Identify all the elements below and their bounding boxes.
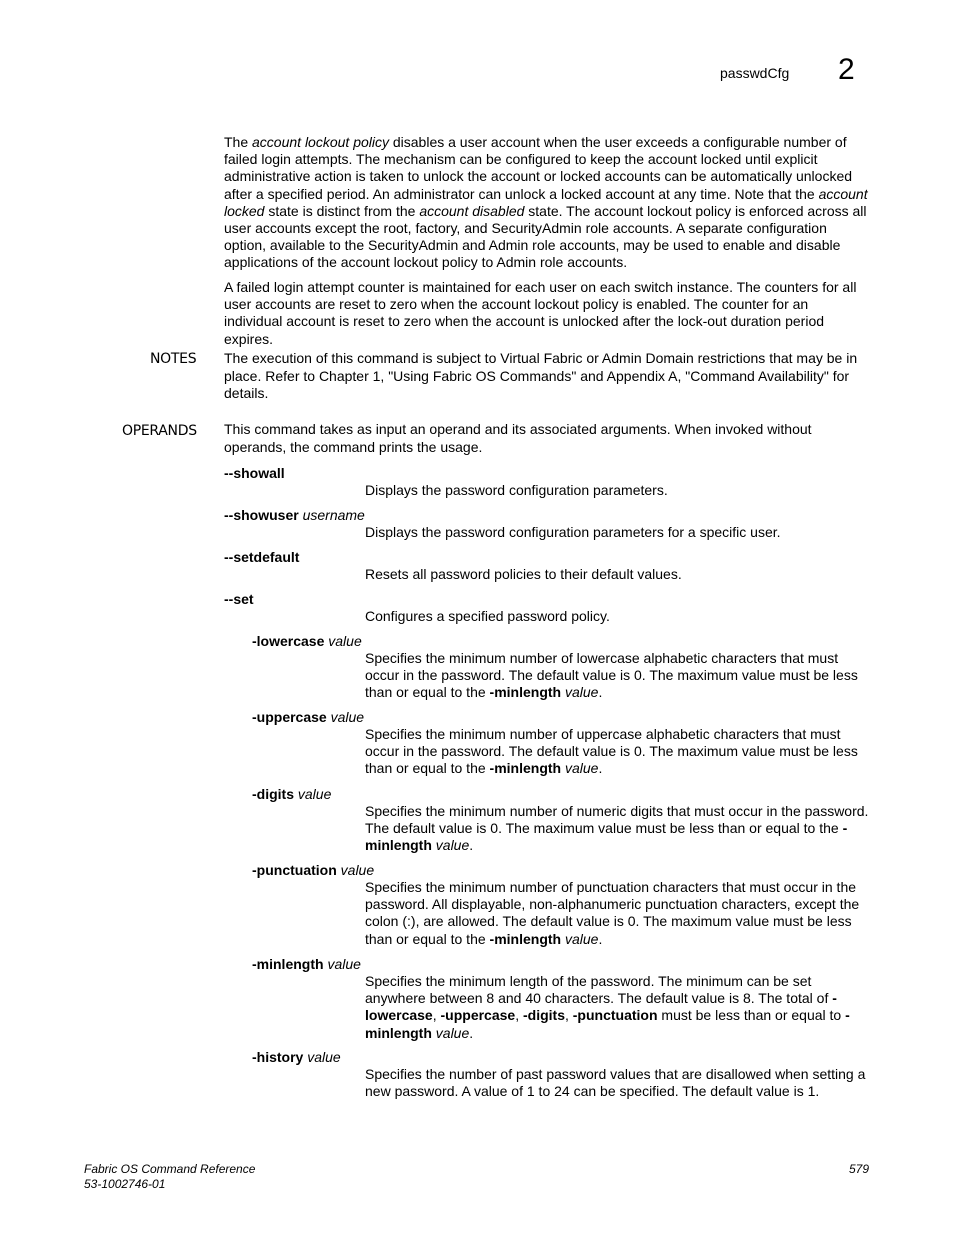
operand-setdefault: --setdefault	[224, 549, 300, 565]
footer-doc-title: Fabric OS Command Reference	[84, 1162, 256, 1176]
intro-paragraph-lockout: The account lockout policy disables a user account when the user exceeds a configurable number of failed login attempts. The mechanism can be configured to keep the account locked until explicit administrative action is taken to unlock the account or locked accounts can be automatically unlocked after a specified period. An administrator can unlock a locked account at any time. Note that the account locked state is distinct from the account disabled state. The account lockout policy is enforced across all user accounts except the root, factory, and SecurityAdmin role accounts. A separate configuration option, available to the SecurityAdmin and Admin role accounts, may be used to enable and disable applications of the account lockout policy to Admin role accounts.	[224, 134, 868, 271]
notes-text: The execution of this command is subject to Virtual Fabric or Admin Domain restrictions that may be in place. Refer to Chapter 1, "Using Fabric OS Commands" and Appendix A, "Command Availability" for details.	[224, 350, 858, 401]
option-digits-desc: Specifies the minimum number of numeric digits that must occur in the password. The default value is 0. The maximum value must be less than or equal to the -minlength value.	[365, 803, 869, 854]
header-command-name: passwdCfg	[720, 65, 790, 81]
option-punctuation: -punctuation value	[252, 862, 375, 878]
option-minlength: -minlength value	[252, 956, 361, 972]
page-number: 579	[849, 1162, 870, 1176]
option-uppercase: -uppercase value	[252, 709, 365, 725]
operands-heading: OPERANDS	[122, 423, 197, 439]
operand-set-desc: Configures a specified password policy.	[365, 608, 610, 624]
operand-setdefault-desc: Resets all password policies to their default values.	[365, 566, 682, 582]
option-lowercase-desc: Specifies the minimum number of lowercase alphabetic characters that must occur in the password. The default value is 0. The maximum value must be less than or equal to the -minlength value.	[365, 650, 858, 701]
option-lowercase: -lowercase value	[252, 633, 362, 649]
chapter-number: 2	[838, 53, 855, 86]
option-punctuation-desc: Specifies the minimum number of punctuation characters that must occur in the password. All displayable, non-alphanumeric punctuation characters, except the colon (:), are allowed. The default value is 0. The maximum value must be less than or equal to the -minlength value.	[365, 879, 860, 947]
operand-set: --set	[224, 591, 254, 607]
option-history: -history value	[252, 1049, 341, 1065]
option-uppercase-desc: Specifies the minimum number of uppercase alphabetic characters that must occur in the password. The default value is 0. The maximum value must be less than or equal to the -minlength value.	[365, 726, 858, 777]
option-history-desc: Specifies the number of past password values that are disallowed when setting a new password. A value of 1 to 24 can be specified. The default value is 1.	[365, 1066, 866, 1100]
notes-heading: NOTES	[150, 351, 197, 367]
option-digits: -digits value	[252, 786, 332, 802]
operand-showuser-desc: Displays the password configuration parameters for a specific user.	[365, 524, 781, 540]
operand-showall: --showall	[224, 465, 285, 481]
operand-showuser: --showuser username	[224, 507, 365, 523]
operand-showall-desc: Displays the password configuration parameters.	[365, 482, 668, 498]
option-minlength-desc: Specifies the minimum length of the password. The minimum can be set anywhere between 8 and 40 characters. The default value is 8. The total of -lowercase, -uppercase, -digits, -punctuation must be less than or equal to -minlength value.	[365, 973, 850, 1041]
operands-intro: This command takes as input an operand and its associated arguments. When invoked without operands, the command prints the usage.	[224, 421, 812, 455]
intro-paragraph-counter: A failed login attempt counter is maintained for each user on each switch instance. The counters for all user accounts are reset to zero when the account lockout policy is enabled. The counter for an individual account is reset to zero when the account is unlocked after the lock-out duration period expires.	[224, 279, 857, 347]
footer-doc-number: 53-1002746-01	[84, 1177, 166, 1191]
